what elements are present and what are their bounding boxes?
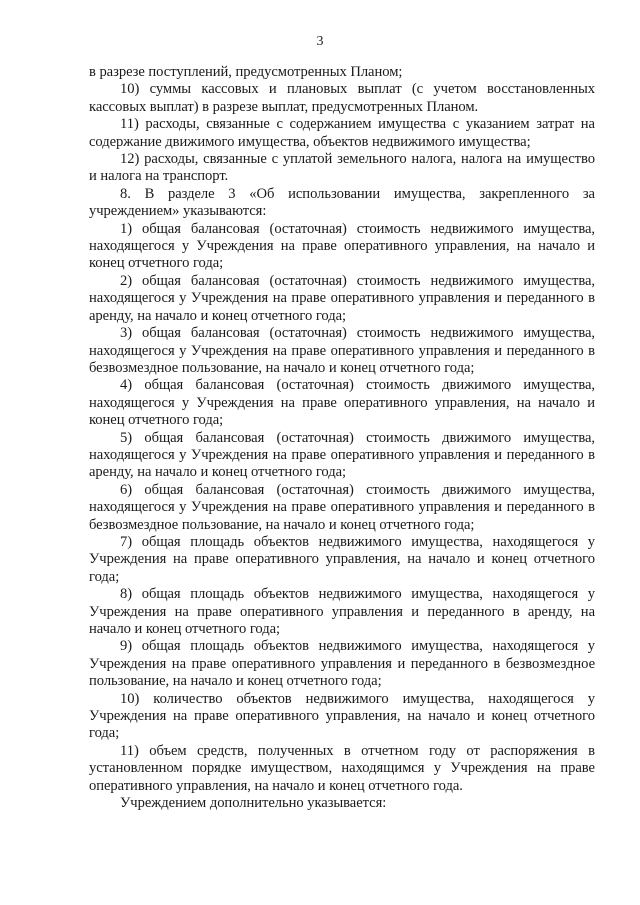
paragraph: 12) расходы, связанные с уплатой земельного налога, налога на имущество и налога на транспорт. (89, 151, 595, 185)
paragraph: Учреждением дополнительно указывается: (120, 795, 387, 812)
paragraph: 4) общая балансовая (остаточная) стоимость движимого имущества, находящегося у Учреждения на праве оперативного управления, на начало и конец отчетного года; (89, 377, 595, 429)
paragraph: 3) общая балансовая (остаточная) стоимость недвижимого имущества, находящегося у Учреждения на праве оперативного управления и переданного в безвозмездное пользование, на начало и конец отчетного года; (89, 325, 595, 376)
paragraph: 9) общая площадь объектов недвижимого имущества, находящегося у Учреждения на праве оперативного управления и переданного в безвозмездное пользование, на начало и конец отчетного года; (89, 638, 595, 690)
paragraph: 10) количество объектов недвижимого имущества, находящегося у Учреждения на праве оперативного управления, на начало и конец отчетного года; (89, 690, 595, 742)
paragraph: 1) общая балансовая (остаточная) стоимость недвижимого имущества, находящегося у Учреждения на праве оперативного управления, на начало и конец отчетного года; (89, 220, 595, 272)
paragraph: 11) расходы, связанные с содержанием имущества с указанием затрат на содержание движимого имущества, объектов недвижимого имущества; (89, 116, 595, 150)
paragraph: 8) общая площадь объектов недвижимого имущества, находящегося у Учреждения на праве оперативного управления и переданного в аренду, на начало и конец отчетного года; (89, 586, 595, 637)
paragraph: 2) общая балансовая (остаточная) стоимость недвижимого имущества, находящегося у Учреждения на праве оперативного управления и переданного в аренду, на начало и конец отчетного года; (89, 272, 595, 324)
body-text (89, 64, 595, 812)
paragraph: в разрезе поступлений, предусмотренных Планом; (89, 64, 403, 80)
paragraph: 5) общая балансовая (остаточная) стоимость движимого имущества, находящегося у Учреждения на праве оперативного управления и переданного в аренду, на начало и конец отчетного года; (89, 429, 595, 481)
paragraph: 7) общая площадь объектов недвижимого имущества, находящегося у Учреждения на праве оперативного управления, на начало и конец отчетного года; (89, 533, 595, 585)
paragraph: 6) общая балансовая (остаточная) стоимость движимого имущества, находящегося у Учреждения на праве оперативного управления и переданного в безвозмездное пользование, на начало и конец отчетного года; (89, 481, 595, 533)
paragraph: 10) суммы кассовых и плановых выплат (с учетом восстановленных кассовых выплат) в разрезе выплат, предусмотренных Планом. (89, 81, 595, 115)
paragraph: 8. В разделе 3 «Об использовании имущества, закрепленного за учреждением» указываются: (89, 185, 595, 220)
paragraph: 11) объем средств, полученных в отчетном году от распоряжения в установленном порядке имуществом, находящимся у Учреждения на праве оперативного управления, на начало и конец отчетного года. (89, 742, 595, 794)
page-number: 3 (316, 34, 324, 49)
